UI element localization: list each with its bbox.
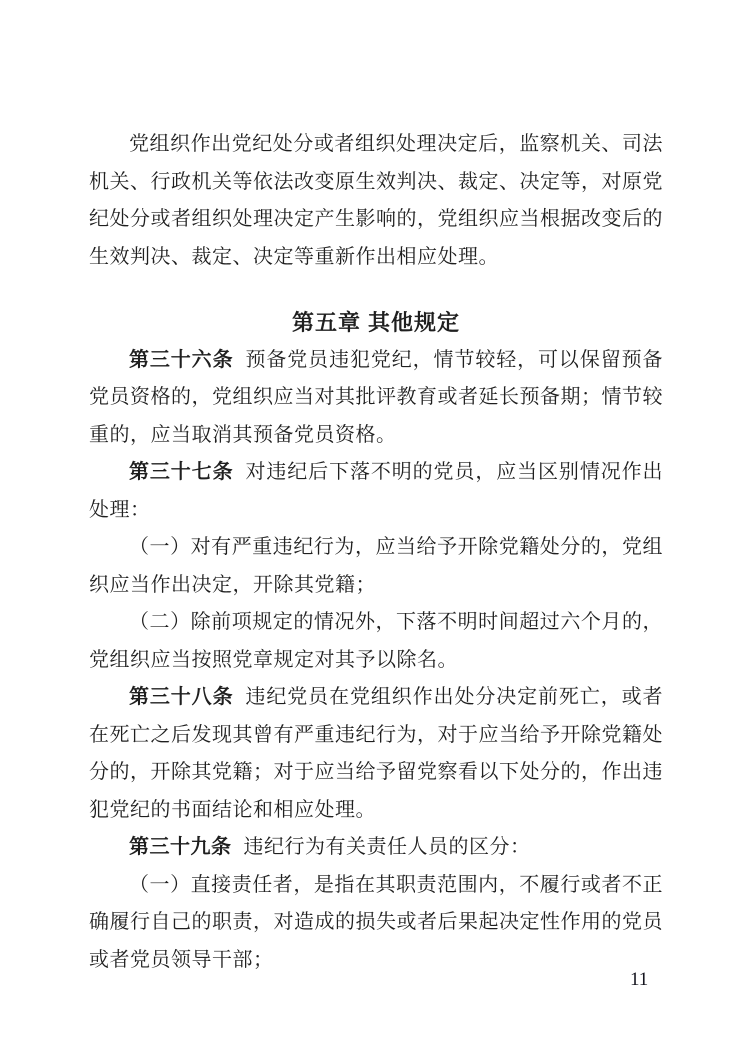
article-37-paragraph	[89, 454, 663, 529]
article-39-number: 第三十九条	[129, 836, 232, 858]
article-39-clause-1: （一）直接责任者，是指在其职责范围内，不履行或者不正确履行自己的职责，对造成的损失或者后果起决定性作用的党员或者党员领导干部；	[89, 873, 663, 971]
article-39-paragraph	[89, 829, 663, 867]
article-37-number: 第三十七条	[129, 461, 234, 483]
article-38-paragraph	[89, 679, 663, 829]
page-number: 11	[630, 969, 649, 990]
chapter-heading: 第五章 其他规定	[291, 310, 461, 335]
article-39-text: 违纪行为有关责任人员的区分：	[243, 836, 531, 858]
article-37-clause-2: （二）除前项规定的情况外，下落不明时间超过六个月的，党组织应当按照党章规定对其予以除名。	[89, 611, 663, 671]
article-38-text: 违纪党员在党组织作出处分决定前死亡，或者在死亡之后发现其曾有严重违纪行为，对于应当给予开除党籍处分的，开除其党籍；对于应当给予留党察看以下处分的，作出违犯党纪的书面结论和相应处理。	[89, 686, 664, 821]
article-38-number: 第三十八条	[129, 686, 234, 708]
article-36-text: 预备党员违犯党纪，情节较轻，可以保留预备党员资格的，党组织应当对其批评教育或者延长预备期；情节较重的，应当取消其预备党员资格。	[89, 348, 664, 446]
intro-paragraph: 党组织作出党纪处分或者组织处理决定后，监察机关、司法机关、行政机关等依法改变原生效判决、裁定、决定等，对原党纪处分或者组织处理决定产生影响的，党组织应当根据改变后的生效判决、裁定、决定等重新作出相应处理。	[89, 133, 663, 268]
document-body	[89, 126, 663, 979]
article-36-paragraph	[89, 342, 663, 455]
article-37-text: 对违纪后下落不明的党员，应当区别情况作出处理：	[89, 461, 664, 521]
article-37-clause-1: （一）对有严重违纪行为，应当给予开除党籍处分的，党组织应当作出决定，开除其党籍；	[89, 536, 663, 596]
article-36-number: 第三十六条	[129, 348, 234, 371]
